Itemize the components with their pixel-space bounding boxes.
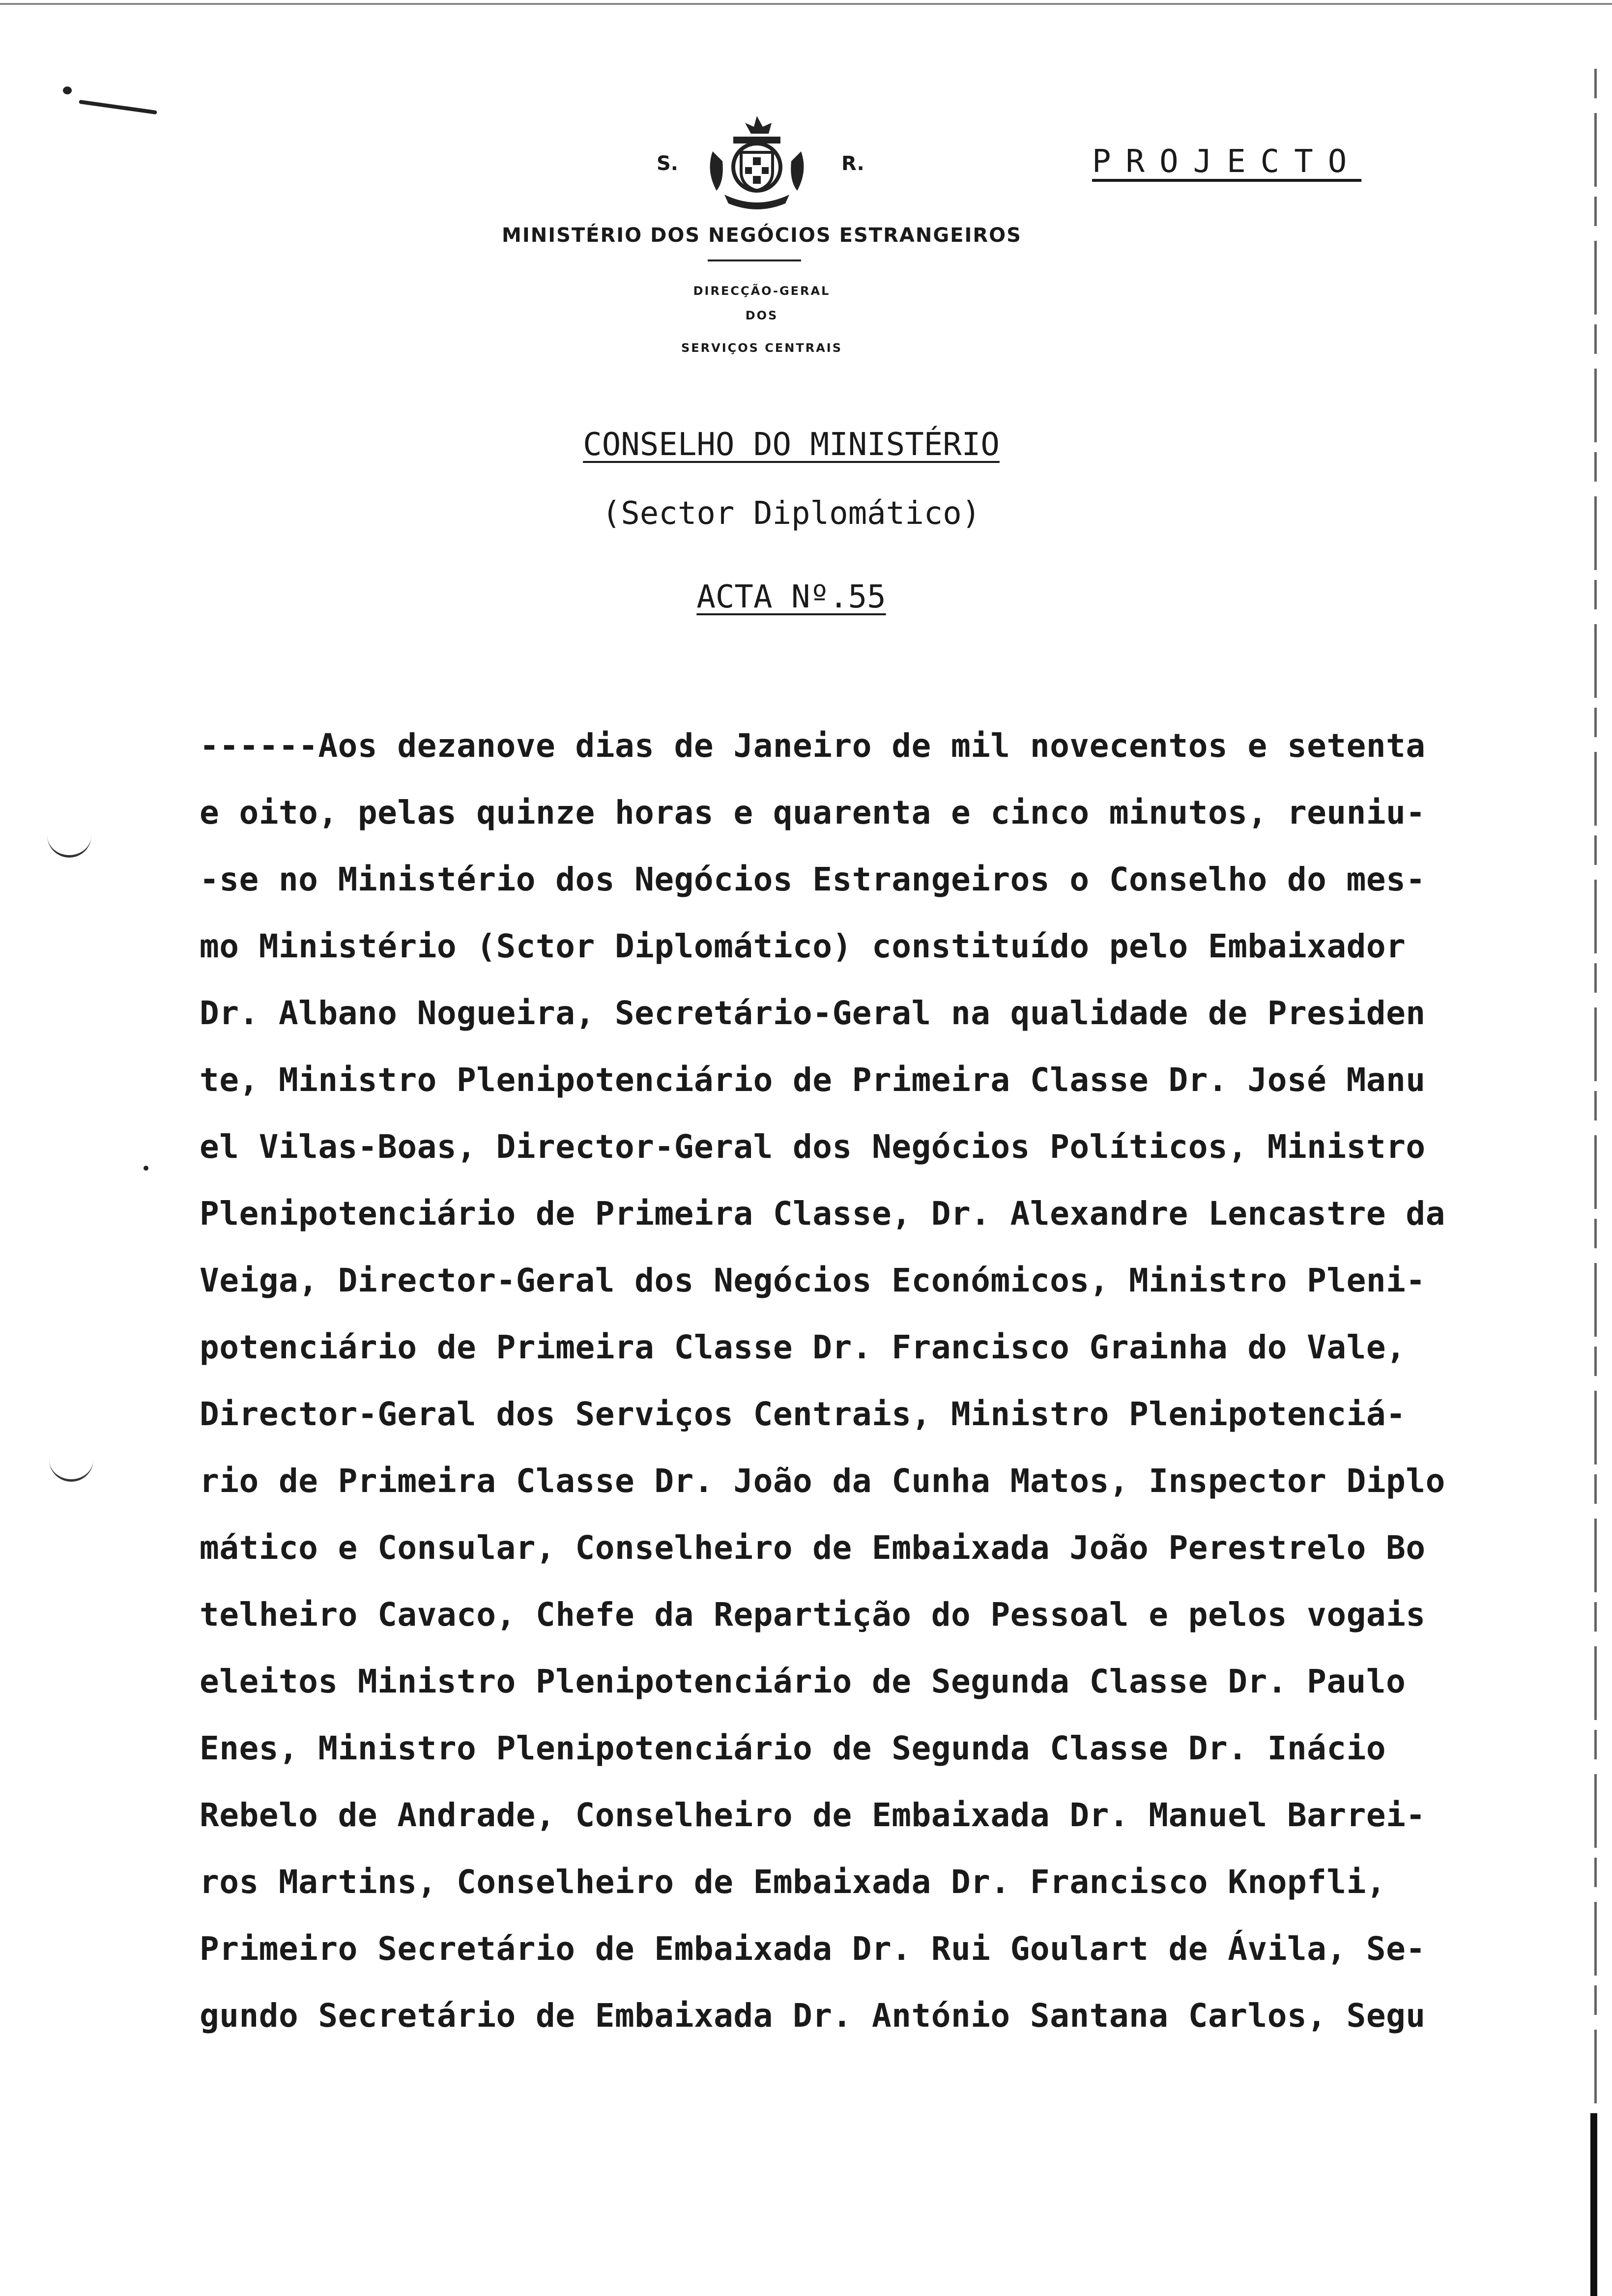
text-line: rio de Primeira Classe Dr. João da Cunha Matos, Inspector Diplo <box>200 1462 1445 1500</box>
document-title: CONSELHO DO MINISTÉRIO <box>583 427 1000 463</box>
letterhead-left-letter: S. <box>657 152 679 175</box>
letterhead-right-letter: R. <box>841 152 864 175</box>
text-line: Dr. Albano Nogueira, Secretário-Geral na qualidade de Presiden <box>200 994 1426 1032</box>
text-line: Plenipotenciário de Primeira Classe, Dr. Alexandre Lencastre da <box>200 1195 1445 1233</box>
department-line: SERVIÇOS CENTRAIS <box>681 341 843 355</box>
punch-hole-mark <box>49 1455 93 1482</box>
text-line: potenciário de Primeira Classe Dr. Francisco Grainha do Vale, <box>200 1328 1406 1366</box>
text-line: Veiga, Director-Geral dos Negócios Económicos, Ministro Pleni- <box>200 1262 1426 1299</box>
text-line: el Vilas-Boas, Director-Geral dos Negócios Políticos, Ministro <box>200 1128 1426 1166</box>
act-number: ACTA Nº.55 <box>696 579 886 615</box>
text-line: mático e Consular, Conselheiro de Embaixada João Perestrelo Bo <box>200 1529 1426 1567</box>
ministry-name: MINISTÉRIO DOS NEGÓCIOS ESTRANGEIROS <box>502 224 1022 247</box>
smudge <box>63 86 72 94</box>
scan-edge-top <box>0 3 1612 5</box>
document-subtitle: (Sector Diplomático) <box>602 495 981 532</box>
text-line: Primeiro Secretário de Embaixada Dr. Rui Goulart de Ávila, Se- <box>200 1930 1426 1968</box>
draft-stamp: PROJECTO <box>1092 144 1362 180</box>
text-line: mo Ministério (Sctor Diplomático) constituído pelo Embaixador <box>200 927 1406 965</box>
coat-of-arms-icon <box>703 112 811 215</box>
punch-hole-mark <box>47 831 91 858</box>
text-line: gundo Secretário de Embaixada Dr. António Santana Carlos, Segu <box>200 1997 1426 2035</box>
text-line: Director-Geral dos Serviços Centrais, Ministro Plenipotenciá- <box>200 1395 1406 1433</box>
text-line: ------Aos dezanove dias de Janeiro de mil novecentos e setenta <box>200 727 1426 765</box>
divider <box>708 259 801 261</box>
text-line: telheiro Cavaco, Chefe da Repartição do Pessoal e pelos vogais <box>200 1596 1426 1634</box>
pen-mark <box>79 100 157 115</box>
text-line: ros Martins, Conselheiro de Embaixada Dr. Francisco Knopfli, <box>200 1863 1386 1901</box>
department-line: DOS <box>745 309 778 322</box>
department-line: DIRECÇÃO-GERAL <box>693 284 831 298</box>
text-line: eleitos Ministro Plenipotenciário de Segunda Classe Dr. Paulo <box>200 1663 1406 1700</box>
minutes-paragraph <box>200 722 1482 2059</box>
text-line: Enes, Ministro Plenipotenciário de Segunda Classe Dr. Inácio <box>200 1729 1386 1767</box>
text-line: -se no Ministério dos Negócios Estrangeiros o Conselho do mes- <box>200 861 1426 898</box>
scan-edge-corner <box>1590 2113 1597 2296</box>
text-line: e oito, pelas quinze horas e quarenta e cinco minutos, reuniu- <box>200 794 1426 832</box>
text-line: Rebelo de Andrade, Conselheiro de Embaixada Dr. Manuel Barrei- <box>200 1796 1426 1834</box>
text-line: te, Ministro Plenipotenciário de Primeira Classe Dr. José Manu <box>200 1061 1426 1099</box>
smudge <box>144 1166 148 1171</box>
scan-edge-right <box>1594 69 1597 2296</box>
